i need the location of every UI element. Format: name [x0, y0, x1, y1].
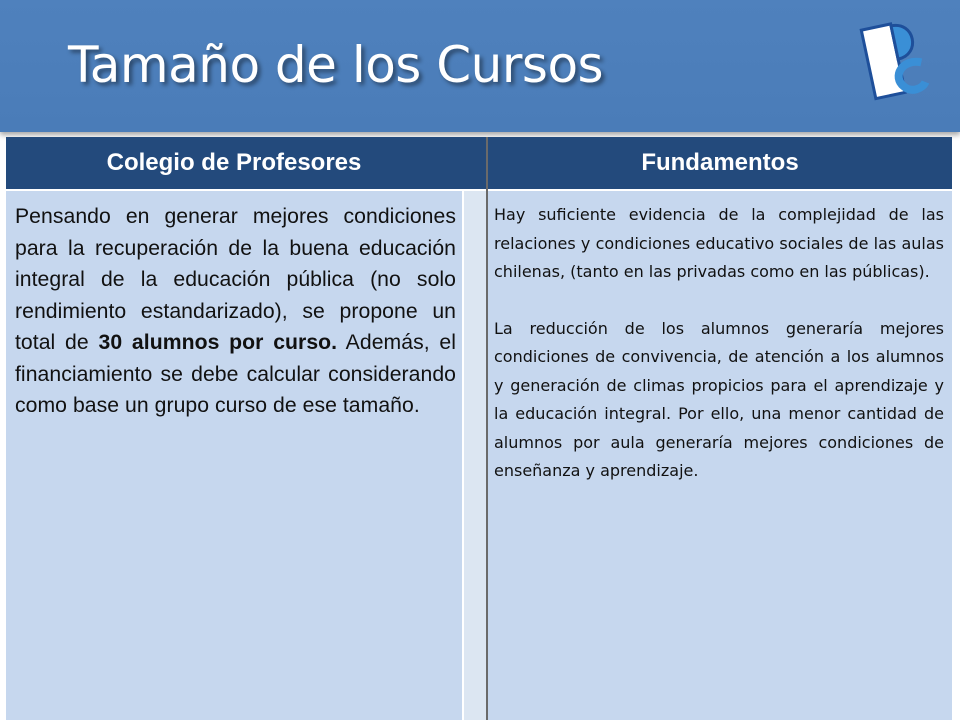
fundamentos-cell [488, 191, 952, 720]
fundamentos-text [494, 201, 944, 486]
colegio-cell [6, 191, 462, 720]
fundamentos-paragraph: La reducción de los alumnos generaría mejores condiciones de convivencia, de atención a los alumnos y generación de climas propicios para el aprendizaje y la educación integral. Por ello, una menor cantidad de alumnos por aula generaría mejores condiciones de enseñanza y aprendizaje. [494, 318, 944, 480]
pdc-logo-icon [858, 16, 930, 102]
column-spacer [464, 191, 486, 720]
colegio-text [15, 201, 456, 422]
colegio-text-part: Pensando en generar mejores condiciones para la recuperación de la buena educación integral de la educación pública (no solo rendimiento estandarizado), se propone un total de [15, 205, 456, 354]
slide-header [0, 0, 960, 132]
column-header-colegio: Colegio de Profesores [6, 137, 462, 189]
column-header-fundamentos: Fundamentos [488, 137, 952, 189]
header-spacer [462, 137, 488, 189]
fundamentos-paragraph: Hay suficiente evidencia de la complejidad de las relaciones y condiciones educativo sociales de las aulas chilenas, (tanto en las privadas como en las públicas). [494, 205, 944, 281]
colegio-text-bold: 30 alumnos por curso. [98, 331, 338, 354]
slide-title: Tamaño de los Cursos [68, 36, 604, 94]
colegio-text-part: Además, el financiamiento se debe calcular considerando como base un grupo curso de ese tamaño. [15, 331, 457, 417]
comparison-table [6, 137, 952, 720]
